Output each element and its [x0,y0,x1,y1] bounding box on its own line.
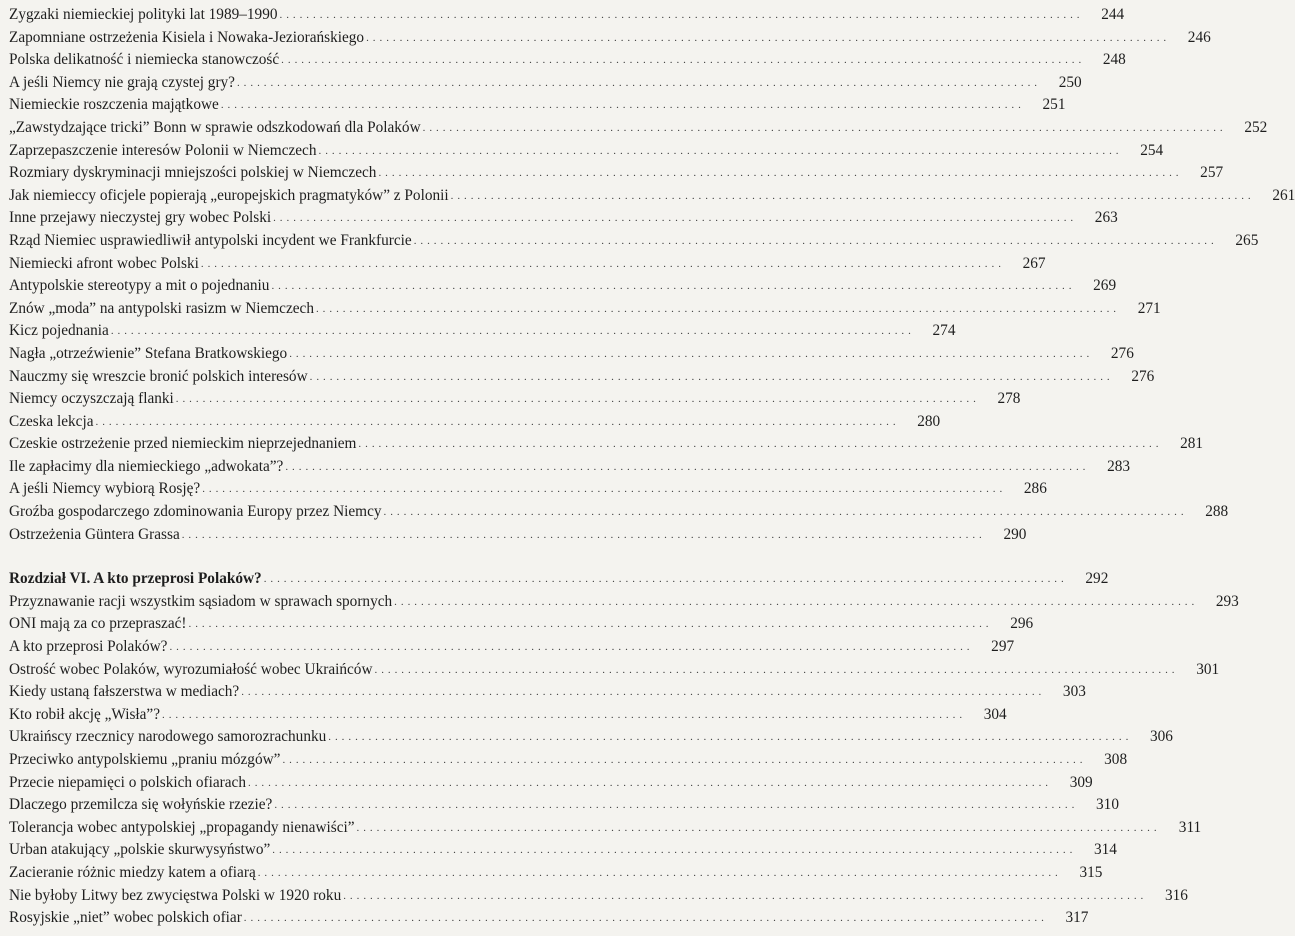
entry-page-number: 288 [1205,503,1229,521]
toc-entry [9,253,1046,276]
entry-page-number: 263 [1094,209,1118,227]
entry-title: Znów „moda” na antypolski rasizm w Niemczech [9,299,314,317]
entry-page-number: 316 [1164,886,1188,904]
toc-entry [9,4,1125,27]
entry-page-number: 274 [932,322,956,340]
toc-entry [9,320,956,343]
dot-leader: . . . . . . . . . . . . . . . . . . . . . . . . . . . . . . . . . . . . . . . . . . . . . . . . . . . . . . . . . . . . . . . . . . . . . . . . . . . . . . . . . . . . . . . . . . . . . . . . . . . . . . . . . . . . . . . . . . . . . . . . [450,189,1252,202]
entry-page-number: 250 [1058,73,1082,91]
toc-entry [9,411,941,434]
toc-entry [9,862,1103,885]
toc-section-2 [9,591,1239,930]
dot-leader: . . . . . . . . . . . . . . . . . . . . . . . . . . . . . . . . . . . . . . . . . . . . . . . . . . . . . . . . . . . . . . . . . . . . . . . . . . . . . . . . . . . . . . . . . . . . . . . . . . . . . . . . . . . . . . . . . . . . . . . . [200,257,1002,270]
dot-leader: . . . . . . . . . . . . . . . . . . . . . . . . . . . . . . . . . . . . . . . . . . . . . . . . . . . . . . . . . . . . . . . . . . . . . . . . . . . . . . . . . . . . . . . . . . . . . . . . . . . . . . . . . . . . . . . . . . . . . . . . [383,506,1185,519]
entry-title: Polska delikatność i niemiecka stanowczość [9,51,280,69]
dot-leader: . . . . . . . . . . . . . . . . . . . . . . . . . . . . . . . . . . . . . . . . . . . . . . . . . . . . . . . . . . . . . . . . . . . . . . . . . . . . . . . . . . . . . . . . . . . . . . . . . . . . . . . . . . . . . . . . . . . . . . . . [248,776,1049,789]
entry-page-number: 276 [1110,344,1134,362]
entry-title: Czeska lekcja [9,412,94,430]
entry-page-number: 317 [1065,909,1089,927]
dot-leader: . . . . . . . . . . . . . . . . . . . . . . . . . . . . . . . . . . . . . . . . . . . . . . . . . . . . . . . . . . . . . . . . . . . . . . . . . . . . . . . . . . . . . . . . . . . . . . . . . . . . . . . . . . . . . . . . . . . . . . . . [188,618,990,631]
dot-leader: . . . . . . . . . . . . . . . . . . . . . . . . . . . . . . . . . . . . . . . . . . . . . . . . . . . . . . . . . . . . . . . . . . . . . . . . . . . . . . . . . . . . . . . . . . . . . . . . . . . . . . . . . . . . . . . . . . . . . . . . [263,573,1065,586]
entry-page-number: 252 [1244,118,1268,136]
entry-title: Niemiecki afront wobec Polski [9,254,199,272]
entry-page-number: 306 [1149,728,1173,746]
toc-entry [9,388,1021,411]
entry-title: Inne przejawy nieczystej gry wobec Polski [9,209,272,227]
dot-leader: . . . . . . . . . . . . . . . . . . . . . . . . . . . . . . . . . . . . . . . . . . . . . . . . . . . . . . . . . . . . . . . . . . . . . . . . . . . . . . . . . . . . . . . . . . . . . . . . . . . . . . . . . . . . . . . . . . . . . . . . [257,866,1059,879]
entry-page-number: 304 [983,705,1007,723]
entry-title: Groźba gospodarczego zdominowania Europy przez Niemcy [9,503,382,521]
dot-leader: . . . . . . . . . . . . . . . . . . . . . . . . . . . . . . . . . . . . . . . . . . . . . . . . . . . . . . . . . . . . . . . . . . . . . . . . . . . . . . . . . . . . . . . . . . . . . . . . . . . . . . . . . . . . . . . . . . . . . . . . [281,54,1082,67]
dot-leader: . . . . . . . . . . . . . . . . . . . . . . . . . . . . . . . . . . . . . . . . . . . . . . . . . . . . . . . . . . . . . . . . . . . . . . . . . . . . . . . . . . . . . . . . . . . . . . . . . . . . . . . . . . . . . . . . . . . . . . . . [241,686,1042,699]
toc-entry [9,366,1155,389]
entry-title: Antypolskie stereotypy a mit o pojednaniu [9,277,270,295]
entry-page-number: 310 [1096,796,1119,814]
toc-entry [9,659,1220,682]
dot-leader: . . . . . . . . . . . . . . . . . . . . . . . . . . . . . . . . . . . . . . . . . . . . . . . . . . . . . . . . . . . . . . . . . . . . . . . . . . . . . . . . . . . . . . . . . . . . . . . . . . . . . . . . . . . . . . . . . . . . . . . . [289,347,1090,360]
entry-page-number: 248 [1102,51,1126,69]
toc-entry [9,704,1007,727]
dot-leader: . . . . . . . . . . . . . . . . . . . . . . . . . . . . . . . . . . . . . . . . . . . . . . . . . . . . . . . . . . . . . . . . . . . . . . . . . . . . . . . . . . . . . . . . . . . . . . . . . . . . . . . . . . . . . . . . . . . . . . . . [169,641,971,654]
entry-title: Przeciwko antypolskiemu „praniu mózgów” [9,751,281,768]
entry-title: A jeśli Niemcy wybiorą Rosję? [9,480,201,498]
entry-page-number: 254 [1140,141,1164,159]
entry-page-number: 293 [1215,592,1239,610]
toc-entry [9,885,1188,908]
entry-title: Rosyjskie „niet” wobec polskich ofiar [9,909,242,927]
dot-leader: . . . . . . . . . . . . . . . . . . . . . . . . . . . . . . . . . . . . . . . . . . . . . . . . . . . . . . . . . . . . . . . . . . . . . . . . . . . . . . . . . . . . . . . . . . . . . . . . . . . . . . . . . . . . . . . . . . . . . . . . [356,821,1158,834]
dot-leader: . . . . . . . . . . . . . . . . . . . . . . . . . . . . . . . . . . . . . . . . . . . . . . . . . . . . . . . . . . . . . . . . . . . . . . . . . . . . . . . . . . . . . . . . . . . . . . . . . . . . . . . . . . . . . . . . . . . . . . . . [394,595,1195,608]
toc-entry [9,591,1239,614]
dot-leader: . . . . . . . . . . . . . . . . . . . . . . . . . . . . . . . . . . . . . . . . . . . . . . . . . . . . . . . . . . . . . . . . . . . . . . . . . . . . . . . . . . . . . . . . . . . . . . . . . . . . . . . . . . . . . . . . . . . . . . . . [181,528,983,541]
toc-entry [9,681,1086,704]
chapter-title: Rozdział VI. A kto przeprosi Polaków? [9,570,262,588]
entry-title: Nagła „otrzeźwienie” Stefana Bratkowskiego [9,344,288,362]
entry-title: Tolerancja wobec antypolskiej „propagandy nienawiści” [9,818,355,836]
entry-title: Czeskie ostrzeżenie przed niemieckim nieprzejednaniem [9,435,357,453]
entry-title: Kicz pojednania [9,322,109,340]
entry-title: Nauczmy się wreszcie bronić polskich interesów [9,367,308,385]
entry-page-number: 283 [1107,457,1131,475]
entry-page-number: 280 [917,412,941,430]
entry-page-number: 311 [1178,818,1202,836]
entry-title: Zygzaki niemieckiej polityki lat 1989–1990 [9,6,278,23]
entry-page-number: 269 [1093,277,1117,295]
dot-leader: . . . . . . . . . . . . . . . . . . . . . . . . . . . . . . . . . . . . . . . . . . . . . . . . . . . . . . . . . . . . . . . . . . . . . . . . . . . . . . . . . . . . . . . . . . . . . . . . . . . . . . . . . . . . . . . . . . . . . . . . [378,167,1180,180]
entry-page-number: 286 [1023,480,1047,498]
dot-leader: . . . . . . . . . . . . . . . . . . . . . . . . . . . . . . . . . . . . . . . . . . . . . . . . . . . . . . . . . . . . . . . . . . . . . . . . . . . . . . . . . . . . . . . . . . . . . . . . . . . . . . . . . . . . . . . . . . . . . . . . [374,663,1176,676]
entry-title: Ostrzeżenia Güntera Grassa [9,525,180,543]
entry-title: Ukraińscy rzecznicy narodowego samorozrachunku [9,728,327,746]
dot-leader: . . . . . . . . . . . . . . . . . . . . . . . . . . . . . . . . . . . . . . . . . . . . . . . . . . . . . . . . . . . . . . . . . . . . . . . . . . . . . . . . . . . . . . . . . . . . . . . . . . . . . . . . . . . . . . . . . . . . . . . . [358,438,1160,451]
dot-leader: . . . . . . . . . . . . . . . . . . . . . . . . . . . . . . . . . . . . . . . . . . . . . . . . . . . . . . . . . . . . . . . . . . . . . . . . . . . . . . . . . . . . . . . . . . . . . . . . . . . . . . . . . . . . . . . . . . . . . . . . [343,889,1144,902]
entry-page-number: 276 [1131,367,1155,385]
entry-page-number: 244 [1101,6,1125,23]
table-of-contents [9,4,1295,930]
entry-page-number: 303 [1062,683,1086,701]
entry-page-number: 257 [1200,164,1224,182]
entry-title: Ile zapłacimy dla niemieckiego „adwokata”? [9,457,284,475]
entry-title: ONI mają za co przepraszać! [9,615,187,633]
toc-entry [9,839,1117,862]
entry-title: A jeśli Niemcy nie grają czystej gry? [9,73,235,91]
entry-title: Kiedy ustaną fałszerstwa w mediach? [9,683,240,701]
entry-title: Zaprzepaszczenie interesów Polonii w Niemczech [9,141,317,159]
entry-title: Zacieranie różnic miedzy katem a ofiarą [9,863,256,881]
dot-leader: . . . . . . . . . . . . . . . . . . . . . . . . . . . . . . . . . . . . . . . . . . . . . . . . . . . . . . . . . . . . . . . . . . . . . . . . . . . . . . . . . . . . . . . . . . . . . . . . . . . . . . . . . . . . . . . . . . . . . . . . [366,31,1167,44]
toc-entry [9,230,1259,253]
entry-title: Kto robił akcję „Wisła”? [9,705,161,723]
dot-leader: . . . . . . . . . . . . . . . . . . . . . . . . . . . . . . . . . . . . . . . . . . . . . . . . . . . . . . . . . . . . . . . . . . . . . . . . . . . . . . . . . . . . . . . . . . . . . . . . . . . . . . . . . . . . . . . . . . . . . . . . [274,799,1075,812]
entry-title: Ostrość wobec Polaków, wyrozumiałość wobec Ukraińców [9,660,373,678]
chapter-page-number: 292 [1085,570,1109,588]
dot-leader: . . . . . . . . . . . . . . . . . . . . . . . . . . . . . . . . . . . . . . . . . . . . . . . . . . . . . . . . . . . . . . . . . . . . . . . . . . . . . . . . . . . . . . . . . . . . . . . . . . . . . . . . . . . . . . . . . . . . . . . . [318,144,1120,157]
toc-entry [9,749,1128,772]
dot-leader: . . . . . . . . . . . . . . . . . . . . . . . . . . . . . . . . . . . . . . . . . . . . . . . . . . . . . . . . . . . . . . . . . . . . . . . . . . . . . . . . . . . . . . . . . . . . . . . . . . . . . . . . . . . . . . . . . . . . . . . . [279,9,1081,21]
entry-page-number: 267 [1022,254,1046,272]
entry-title: Jak niemieccy oficjele popierają „europejskich pragmatyków” z Polonii [9,186,449,204]
entry-title: Rozmiary dyskryminacji mniejszości polskiej w Niemczech [9,164,377,182]
toc-entry [9,185,1295,208]
dot-leader: . . . . . . . . . . . . . . . . . . . . . . . . . . . . . . . . . . . . . . . . . . . . . . . . . . . . . . . . . . . . . . . . . . . . . . . . . . . . . . . . . . . . . . . . . . . . . . . . . . . . . . . . . . . . . . . . . . . . . . . . [328,731,1129,744]
entry-title: Przecie niepamięci o polskich ofiarach [9,773,246,791]
entry-page-number: 296 [1010,615,1034,633]
toc-entry [9,117,1268,140]
toc-entry [9,343,1134,366]
entry-page-number: 309 [1069,773,1093,791]
entry-page-number: 271 [1137,299,1161,317]
toc-entry [9,501,1229,524]
entry-page-number: 265 [1235,231,1259,249]
toc-entry [9,636,1015,659]
dot-leader: . . . . . . . . . . . . . . . . . . . . . . . . . . . . . . . . . . . . . . . . . . . . . . . . . . . . . . . . . . . . . . . . . . . . . . . . . . . . . . . . . . . . . . . . . . . . . . . . . . . . . . . . . . . . . . . . . . . . . . . . [271,280,1073,293]
toc-entry [9,275,1117,298]
entry-page-number: 278 [997,390,1021,408]
dot-leader: . . . . . . . . . . . . . . . . . . . . . . . . . . . . . . . . . . . . . . . . . . . . . . . . . . . . . . . . . . . . . . . . . . . . . . . . . . . . . . . . . . . . . . . . . . . . . . . . . . . . . . . . . . . . . . . . . . . . . . . . [285,460,1087,473]
entry-title: Niemieckie roszczenia majątkowe [9,96,219,114]
entry-title: Urban atakujący „polskie skurwysyństwo” [9,841,271,859]
toc-entry [9,72,1082,95]
dot-leader: . . . . . . . . . . . . . . . . . . . . . . . . . . . . . . . . . . . . . . . . . . . . . . . . . . . . . . . . . . . . . . . . . . . . . . . . . . . . . . . . . . . . . . . . . . . . . . . . . . . . . . . . . . . . . . . . . . . . . . . . [175,393,977,406]
toc-entry [9,772,1093,795]
entry-page-number: 246 [1187,28,1211,46]
entry-page-number: 251 [1042,96,1066,114]
entry-title: Niemcy oczyszczają flanki [9,390,174,408]
toc-entry [9,907,1089,930]
entry-title: Nie byłoby Litwy bez zwycięstwa Polski w 1920 roku [9,886,342,904]
toc-entry [9,162,1224,185]
toc-entry [9,478,1047,501]
section-gap [9,546,585,568]
toc-entry [9,726,1173,749]
dot-leader: . . . . . . . . . . . . . . . . . . . . . . . . . . . . . . . . . . . . . . . . . . . . . . . . . . . . . . . . . . . . . . . . . . . . . . . . . . . . . . . . . . . . . . . . . . . . . . . . . . . . . . . . . . . . . . . . . . . . . . . . [162,708,963,721]
toc-entry [9,524,1027,547]
dot-leader: . . . . . . . . . . . . . . . . . . . . . . . . . . . . . . . . . . . . . . . . . . . . . . . . . . . . . . . . . . . . . . . . . . . . . . . . . . . . . . . . . . . . . . . . . . . . . . . . . . . . . . . . . . . . . . . . . . . . . . . . [110,325,912,338]
entry-title: Rząd Niemiec usprawiedliwił antypolski incydent we Frankfurcie [9,231,412,249]
toc-entry [9,207,1118,230]
toc-entry [9,456,1131,479]
entry-title: „Zawstydzające tricki” Bonn w sprawie odszkodowań dla Polaków [9,118,421,136]
toc-chapter-heading [9,568,1109,591]
dot-leader: . . . . . . . . . . . . . . . . . . . . . . . . . . . . . . . . . . . . . . . . . . . . . . . . . . . . . . . . . . . . . . . . . . . . . . . . . . . . . . . . . . . . . . . . . . . . . . . . . . . . . . . . . . . . . . . . . . . . . . . . [220,99,1022,112]
entry-title: Przyznawanie racji wszystkim sąsiadom w sprawach spornych [9,592,393,610]
entry-page-number: 314 [1093,841,1117,859]
toc-entry [9,94,1066,117]
toc-entry [9,298,1161,321]
dot-leader: . . . . . . . . . . . . . . . . . . . . . . . . . . . . . . . . . . . . . . . . . . . . . . . . . . . . . . . . . . . . . . . . . . . . . . . . . . . . . . . . . . . . . . . . . . . . . . . . . . . . . . . . . . . . . . . . . . . . . . . . [422,121,1224,134]
toc-entry [9,27,1211,50]
entry-title: Dlaczego przemilcza się wołyńskie rzezie? [9,796,273,814]
entry-title: A kto przeprosi Polaków? [9,638,168,656]
toc-entry [9,794,1119,817]
entry-page-number: 308 [1104,751,1128,768]
dot-leader: . . . . . . . . . . . . . . . . . . . . . . . . . . . . . . . . . . . . . . . . . . . . . . . . . . . . . . . . . . . . . . . . . . . . . . . . . . . . . . . . . . . . . . . . . . . . . . . . . . . . . . . . . . . . . . . . . . . . . . . . [243,912,1045,925]
toc-entry [9,817,1202,840]
entry-page-number: 297 [991,638,1015,656]
dot-leader: . . . . . . . . . . . . . . . . . . . . . . . . . . . . . . . . . . . . . . . . . . . . . . . . . . . . . . . . . . . . . . . . . . . . . . . . . . . . . . . . . . . . . . . . . . . . . . . . . . . . . . . . . . . . . . . . . . . . . . . . [315,302,1117,315]
toc-entry [9,433,1204,456]
dot-leader: . . . . . . . . . . . . . . . . . . . . . . . . . . . . . . . . . . . . . . . . . . . . . . . . . . . . . . . . . . . . . . . . . . . . . . . . . . . . . . . . . . . . . . . . . . . . . . . . . . . . . . . . . . . . . . . . . . . . . . . . [95,415,897,428]
dot-leader: . . . . . . . . . . . . . . . . . . . . . . . . . . . . . . . . . . . . . . . . . . . . . . . . . . . . . . . . . . . . . . . . . . . . . . . . . . . . . . . . . . . . . . . . . . . . . . . . . . . . . . . . . . . . . . . . . . . . . . . . [236,76,1038,89]
dot-leader: . . . . . . . . . . . . . . . . . . . . . . . . . . . . . . . . . . . . . . . . . . . . . . . . . . . . . . . . . . . . . . . . . . . . . . . . . . . . . . . . . . . . . . . . . . . . . . . . . . . . . . . . . . . . . . . . . . . . . . . . [202,483,1003,496]
dot-leader: . . . . . . . . . . . . . . . . . . . . . . . . . . . . . . . . . . . . . . . . . . . . . . . . . . . . . . . . . . . . . . . . . . . . . . . . . . . . . . . . . . . . . . . . . . . . . . . . . . . . . . . . . . . . . . . . . . . . . . . . [273,212,1074,225]
entry-page-number: 301 [1196,660,1220,678]
dot-leader: . . . . . . . . . . . . . . . . . . . . . . . . . . . . . . . . . . . . . . . . . . . . . . . . . . . . . . . . . . . . . . . . . . . . . . . . . . . . . . . . . . . . . . . . . . . . . . . . . . . . . . . . . . . . . . . . . . . . . . . . [309,370,1111,383]
dot-leader: . . . . . . . . . . . . . . . . . . . . . . . . . . . . . . . . . . . . . . . . . . . . . . . . . . . . . . . . . . . . . . . . . . . . . . . . . . . . . . . . . . . . . . . . . . . . . . . . . . . . . . . . . . . . . . . . . . . . . . . . [282,754,1084,766]
toc-section-1 [9,4,1295,546]
entry-title: Zapomniane ostrzeżenia Kisiela i Nowaka-Jeziorańskiego [9,28,365,46]
entry-page-number: 261 [1272,186,1295,204]
dot-leader: . . . . . . . . . . . . . . . . . . . . . . . . . . . . . . . . . . . . . . . . . . . . . . . . . . . . . . . . . . . . . . . . . . . . . . . . . . . . . . . . . . . . . . . . . . . . . . . . . . . . . . . . . . . . . . . . . . . . . . . . [413,234,1215,247]
dot-leader: . . . . . . . . . . . . . . . . . . . . . . . . . . . . . . . . . . . . . . . . . . . . . . . . . . . . . . . . . . . . . . . . . . . . . . . . . . . . . . . . . . . . . . . . . . . . . . . . . . . . . . . . . . . . . . . . . . . . . . . . [272,844,1073,857]
entry-page-number: 281 [1180,435,1204,453]
toc-entry [9,140,1164,163]
toc-entry [9,49,1126,72]
entry-page-number: 315 [1079,863,1103,881]
toc-entry [9,613,1034,636]
entry-page-number: 290 [1003,525,1027,543]
